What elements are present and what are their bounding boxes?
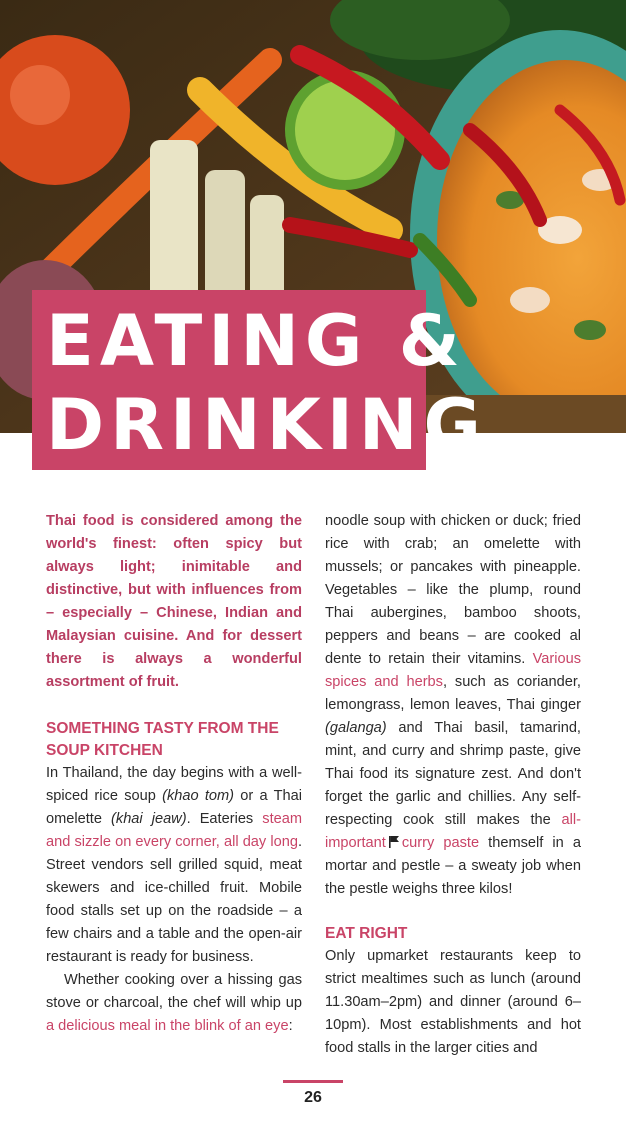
khao-tom-term: (khao tom) <box>162 788 235 804</box>
highlight-link-eateries[interactable]: steam and sizzle on every corner, all day long <box>46 811 303 850</box>
chapter-title-line-2: DRINKING <box>46 384 487 466</box>
soup-kitchen-paragraph-2-start: Whether cooking over a hissing gas stove or charcoal, the chef will whip up a delicious meal in the blink of an eye: <box>46 972 302 1034</box>
text-span: . Street vendors sell grilled squid, meat skewers and ice-chilled fruit. Mobile food stalls set up on the roadside – a few chairs and a table and the open-air restaurant is ready for business. <box>46 834 302 965</box>
page-number: 26 <box>304 1089 322 1106</box>
chapter-title-line-1: EATING & <box>46 300 466 382</box>
soup-kitchen-paragraph-1 <box>46 762 302 969</box>
text-span: noodle soup with chicken or duck; fried rice with crab; an omelette with mussels; or pancakes with pineapple. Vegetables – like the plump, round Thai aubergines, bamboo shoots, peppers and beans – are cooked al dente to retain their vitamins. <box>325 513 581 667</box>
text-span: In Thailand, the day begins with a well-spiced rice soup <box>46 765 302 804</box>
text-span: , such as coriander, lemongrass, lemon leaves, Thai ginger <box>325 674 581 713</box>
text-span: themself in a mortar and pestle – a sweaty job when the pestle weighs three kilos! <box>325 835 581 897</box>
chapter-title-box <box>32 290 487 470</box>
text-span: and Thai basil, tamarind, mint, and curry and shrimp paste, give Thai food its signature zest. And don't forget the garlic and chillies. Any self-respecting cook still makes the <box>325 720 581 828</box>
highlight-link-spices-herbs[interactable]: Various spices and herbs <box>325 651 581 690</box>
section-heading-eat-right: EAT RIGHT <box>325 925 408 942</box>
galanga-term: (galanga) <box>325 720 387 736</box>
flag-icon <box>389 836 399 848</box>
intro-paragraph: Thai food is considered among the world's finest: often spicy but always light; inimitable and distinctive, but with influences from – especially – Chinese, Indian and Malaysian cuisine. And for dessert there is always a wonderful assortment of fruit. <box>46 513 302 690</box>
section-heading-soup-kitchen: SOMETHING TASTY FROM THE SOUP KITCHEN <box>46 720 279 759</box>
soup-kitchen-paragraph-2-cont <box>325 510 581 901</box>
text-span: . Eateries <box>186 811 263 827</box>
text-span: Whether cooking over a hissing gas stove or charcoal, the chef will whip up <box>46 972 302 1011</box>
right-column <box>325 510 581 1060</box>
highlight-link-curry-paste[interactable]: curry paste <box>401 835 480 851</box>
highlight-link-all-important[interactable]: all-important <box>325 812 581 851</box>
page-number-rule <box>283 1080 343 1083</box>
text-span: or a Thai omelette <box>46 788 303 827</box>
highlight-link-delicious-meal[interactable]: a delicious meal in the blink of an eye <box>46 1018 289 1034</box>
khai-jeaw-term: (khai jeaw) <box>111 811 187 827</box>
left-column <box>46 510 302 1038</box>
eat-right-paragraph: Only upmarket restaurants keep to strict mealtimes such as lunch (around 11.30am–2pm) and dinner (around 6–10pm). Most establishments and hot food stalls in the larger cities and <box>325 948 581 1056</box>
